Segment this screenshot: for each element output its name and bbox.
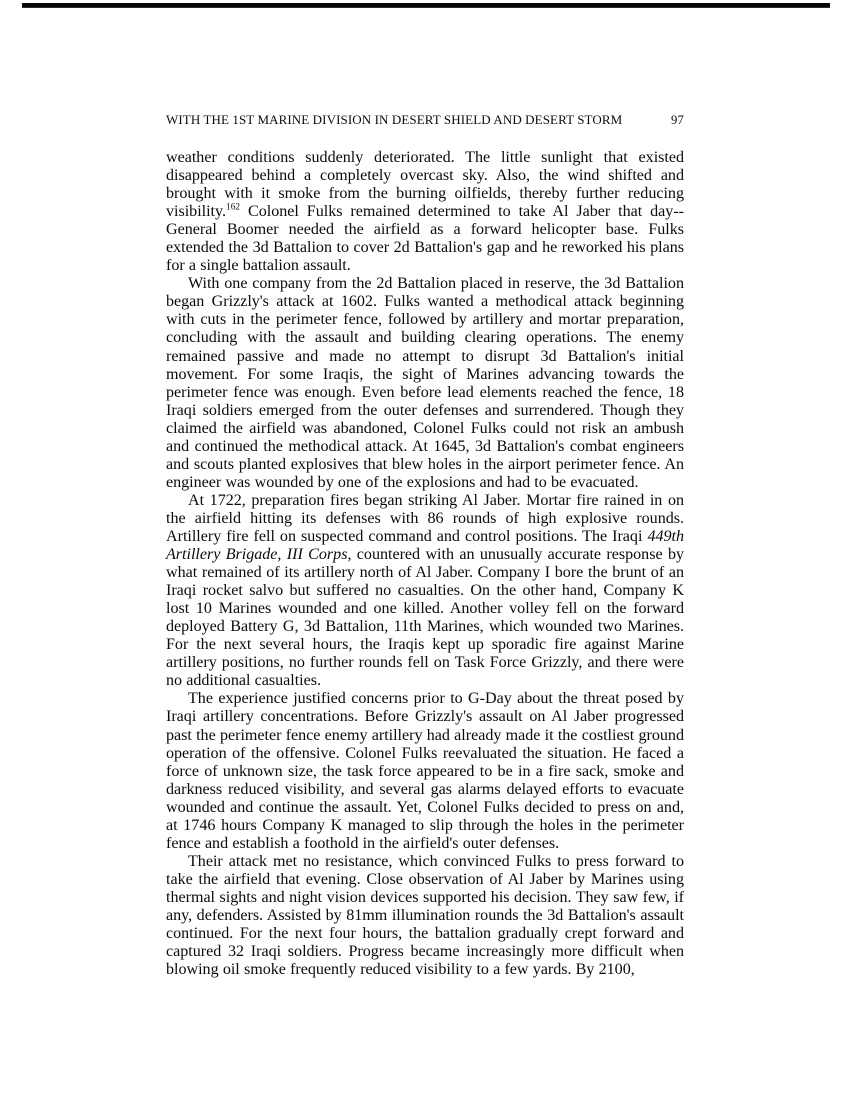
running-head-title: WITH THE 1ST MARINE DIVISION IN DESERT SHIELD AND DESERT STORM — [166, 112, 623, 127]
paragraph-continuation — [166, 149, 684, 275]
paragraph-2-text: With one company from the 2d Battalion placed in reserve, the 3d Battalion began Grizzly's attack at 1602. Fulks wanted a methodical attack beginning with cuts in the perimeter fence, followed by artillery and mortar preparation, concluding with the assault and building clearing operations. The enemy remained passive and made no attempt to disrupt 3d Battalion's initial movement. For some Iraqis, the sight of Marines advancing towards the perimeter fence was enough. Even before lead elements reached the fence, 18 Iraqi soldiers emerged from the outer defenses and surrendered. Though they claimed the airfield was abandoned, Colonel Fulks could not risk an ambush and continued the methodical attack. At 1645, 3d Battalion's combat engineers and scouts planted explosives that blew holes in the airport perimeter fence. An engineer was wounded by one of the explosions and had to be evacuated. — [166, 275, 684, 491]
page-number: 97 — [671, 113, 684, 127]
paragraph-5-text: Their attack met no resistance, which convinced Fulks to press forward to take the airfield that evening. Close observation of Al Jaber by Marines using thermal sights and night vision devices supported his decision. They saw few, if any, defenders. Assisted by 81mm illumination rounds the 3d Battalion's assault continued. For the next four hours, the battalion gradually crept forward and captured 32 Iraqi soldiers. Progress became increasingly more difficult when blowing oil smoke frequently reduced visibility to a few yards. By 2100, — [166, 852, 684, 979]
paragraph-1-text-after-footnote: Colonel Fulks remained determined to take Al Jaber that day--General Boomer needed the airfield as a forward helicopter base. Fulks extended the 3d Battalion to cover 2d Battalion's gap and he reworked his plans for a single battalion assault. — [166, 203, 684, 275]
paragraph-3-text-after-unit: , countered with an unusually accurate response by what remained of its artillery north of Al Jaber. Company I bore the brunt of an Iraqi rocket salvo but suffered no casualties. On the other hand, Company K lost 10 Marines wounded and one killed. Another volley fell on the forward deployed Battery G, 3d Battalion, 11th Marines, which wounded two Marines. For the next several hours, the Iraqis kept up sporadic fire against Marine artillery positions, no further rounds fell on Task Force Grizzly, and there were no additional casualties. — [166, 546, 684, 690]
paragraph-3-text-before-unit: At 1722, preparation fires began striking Al Jaber. Mortar fire rained in on the airfield hitting its defenses with 86 rounds of high explosive rounds. Artillery fire fell on suspected command and control positions. The Iraqi — [166, 491, 684, 545]
italicized-unit-designation: 449th Artillery Brigade, III Corps — [166, 527, 684, 564]
footnote-reference-162: 162 — [226, 201, 241, 212]
scan-edge-artifact — [22, 3, 830, 8]
paragraph-2 — [166, 275, 684, 492]
paragraph-1-text-before-footnote: weather conditions suddenly deteriorated. The little sunlight that existed disappeared behind a completely overcast sky. Also, the wind shifted and brought with it smoke from the burning oilfields, thereby further reducing visibility. — [166, 149, 684, 221]
running-head — [166, 112, 684, 128]
paragraph-3 — [166, 492, 684, 691]
paragraph-5 — [166, 853, 684, 979]
paragraph-4-text: The experience justified concerns prior to G-Day about the threat posed by Iraqi artillery concentrations. Before Grizzly's assault on Al Jaber progressed past the perimeter fence enemy artillery had already made it the costliest ground operation of the offensive. Colonel Fulks reevaluated the situation. He faced a force of unknown size, the task force appeared to be in a fire sack, smoke and darkness reduced visibility, and several gas alarms delayed efforts to evacuate wounded and continue the assault. Yet, Colonel Fulks decided to press on and, at 1746 hours Company K managed to slip through the holes in the perimeter fence and establish a foothold in the airfield's outer defenses. — [166, 690, 684, 852]
page-content — [166, 112, 684, 979]
body-text — [166, 149, 684, 979]
paragraph-4 — [166, 690, 684, 852]
